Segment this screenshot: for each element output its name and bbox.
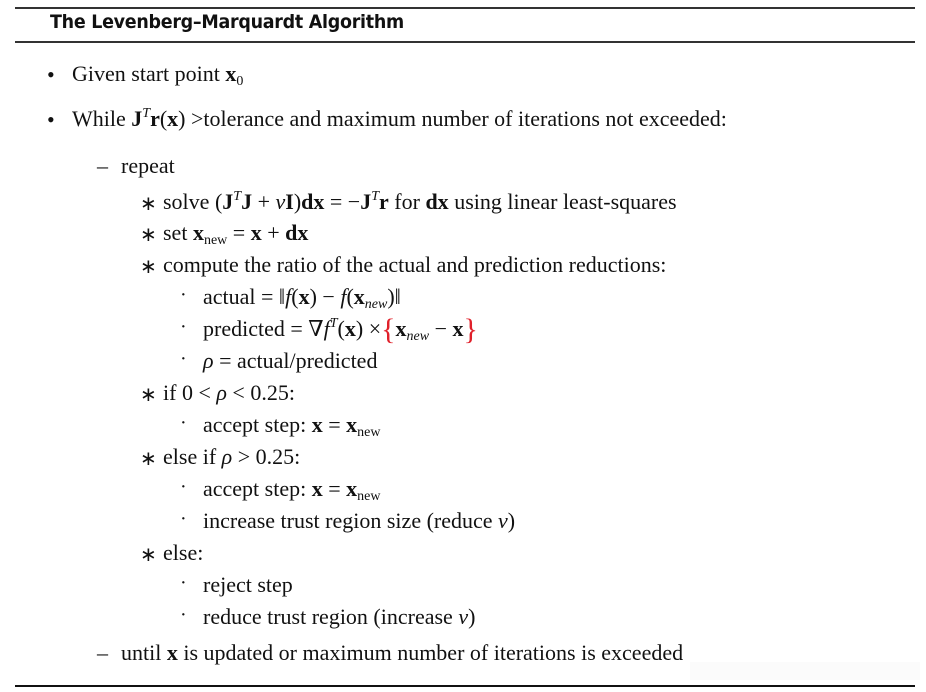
dot-marker: · — [180, 316, 187, 338]
line-until: until x is updated or maximum number of iterations is exceeded — [121, 640, 684, 665]
line-compute: compute the ratio of the actual and prediction reductions: — [163, 252, 667, 277]
title-rule — [15, 41, 915, 43]
red-annotation-left-bracket: { — [381, 313, 396, 346]
line-reject: reject step — [203, 572, 293, 597]
star-marker: ∗ — [140, 544, 157, 566]
dot-marker: · — [180, 572, 187, 594]
dash-marker: – — [97, 153, 108, 178]
line-accept-2: accept step: $x = x_{new}$ — [203, 476, 381, 504]
dot-marker: · — [180, 412, 187, 434]
line-rho: ρ = actual/predicted — [203, 348, 378, 373]
line-else: else: — [163, 540, 204, 565]
bottom-rule — [15, 685, 915, 687]
line-accept-1: accept step: $x = x_{new}$ — [203, 412, 381, 440]
dot-marker: · — [180, 508, 187, 530]
star-marker: ∗ — [140, 448, 157, 470]
line-actual: actual = ‖f(x) − $f(x_{new})‖$ — [203, 284, 401, 312]
line-solve: solve $(J^TJ + \nu I)dx = -J^Tr$ for dx using linear least-squares — [163, 189, 677, 214]
top-rule — [15, 7, 915, 9]
line-while: While $J^Tr(x)$ >tolerance and maximum number of iterations not exceeded: — [72, 106, 727, 131]
dash-marker: – — [97, 640, 108, 665]
line-given: Given start point $x_0$ — [72, 61, 244, 89]
line-if: if 0 < ρ < 0.25: — [163, 380, 295, 405]
line-predicted: predicted = $\nabla f^T(x) \times\{x_{new} - x\}$ — [203, 313, 478, 346]
dot-marker: · — [180, 348, 187, 370]
bullet-marker: • — [47, 62, 55, 87]
dot-marker: · — [180, 604, 187, 626]
line-increase: increase trust region size (reduce ν) — [203, 508, 516, 533]
star-marker: ∗ — [140, 384, 157, 406]
dot-marker: · — [180, 476, 187, 498]
bullet-marker: • — [47, 107, 55, 132]
star-marker: ∗ — [140, 256, 157, 278]
star-marker: ∗ — [140, 193, 157, 215]
red-annotation-right-bracket: } — [463, 313, 478, 346]
line-else-if: else if ρ > 0.25: — [163, 444, 301, 469]
line-reduce: reduce trust region (increase ν) — [203, 604, 476, 629]
algorithm-title: The Levenberg–Marquardt Algorithm — [50, 11, 404, 33]
star-marker: ∗ — [140, 224, 157, 246]
faint-highlight — [690, 662, 920, 680]
line-repeat: repeat — [121, 153, 175, 178]
line-set: set $x_{new} = x$ + dx — [163, 220, 309, 248]
dot-marker: · — [180, 284, 187, 306]
